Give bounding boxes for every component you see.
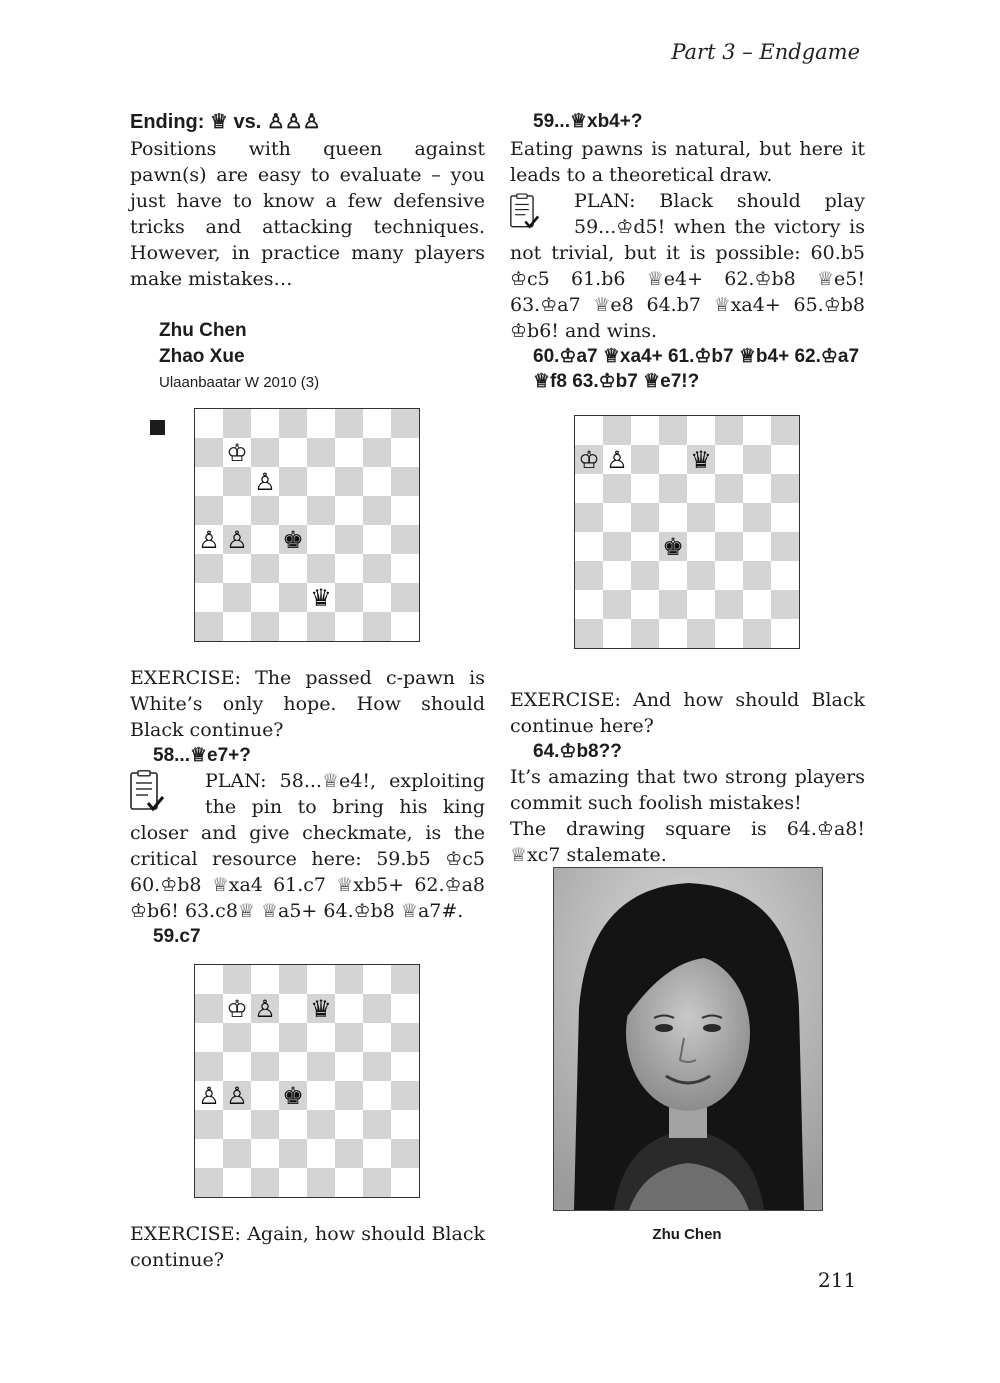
square-c8 <box>631 416 659 445</box>
square-a7 <box>195 994 223 1023</box>
square-a7 <box>575 445 603 474</box>
square-c4 <box>631 532 659 561</box>
right-column <box>510 108 865 868</box>
white-king-icon: ♔ <box>578 445 600 474</box>
square-g3 <box>363 554 391 583</box>
square-a8 <box>195 409 223 438</box>
square-c7 <box>251 438 279 467</box>
square-e7 <box>687 445 715 474</box>
white-pawn-icon: ♙ <box>226 525 248 554</box>
chess-board-1 <box>194 408 420 642</box>
square-h4 <box>771 532 799 561</box>
square-f5 <box>335 1052 363 1081</box>
square-b5 <box>223 1052 251 1081</box>
square-b8 <box>223 965 251 994</box>
amazing-text: It’s amazing that two strong players commit such foolish mistakes! <box>510 766 865 814</box>
square-c6 <box>631 474 659 503</box>
square-d6 <box>279 467 307 496</box>
square-h5 <box>391 1052 419 1081</box>
square-c1 <box>631 619 659 648</box>
square-b1 <box>223 612 251 641</box>
exercise-3: EXERCISE: And how should Black continue here? <box>510 689 865 737</box>
square-d7 <box>279 438 307 467</box>
square-f8 <box>335 409 363 438</box>
portrait-image <box>554 868 822 1210</box>
black-queen-icon: ♛ <box>310 583 332 612</box>
square-d4 <box>659 532 687 561</box>
square-e4 <box>307 525 335 554</box>
square-f4 <box>335 525 363 554</box>
square-a6 <box>195 467 223 496</box>
eating-pawns-text: Eating pawns is natural, but here it leads to a theoretical draw. <box>510 138 865 186</box>
diagram-1 <box>130 408 485 665</box>
square-g8 <box>363 965 391 994</box>
square-b7 <box>603 445 631 474</box>
photo-caption: Zhu Chen <box>652 1226 722 1243</box>
black-to-move-marker <box>150 420 165 435</box>
square-g7 <box>743 445 771 474</box>
square-b6 <box>603 474 631 503</box>
square-f7 <box>335 438 363 467</box>
square-d1 <box>279 612 307 641</box>
square-e3 <box>687 561 715 590</box>
square-h6 <box>391 1023 419 1052</box>
square-d7 <box>659 445 687 474</box>
square-e8 <box>687 416 715 445</box>
square-g2 <box>363 1139 391 1168</box>
square-d2 <box>659 590 687 619</box>
square-a8 <box>195 965 223 994</box>
square-b4 <box>603 532 631 561</box>
square-h5 <box>391 496 419 525</box>
square-b2 <box>223 583 251 612</box>
square-c3 <box>631 561 659 590</box>
square-e5 <box>307 496 335 525</box>
square-h1 <box>771 619 799 648</box>
square-c7 <box>251 994 279 1023</box>
square-b3 <box>223 554 251 583</box>
square-c3 <box>251 554 279 583</box>
square-h7 <box>391 994 419 1023</box>
square-d5 <box>659 503 687 532</box>
square-a2 <box>575 590 603 619</box>
plan-clipboard-icon <box>130 770 205 816</box>
square-d2 <box>279 583 307 612</box>
section-heading: Ending: ♕ vs. ♙♙♙ <box>130 111 321 133</box>
square-c8 <box>251 965 279 994</box>
square-c2 <box>631 590 659 619</box>
square-e2 <box>307 583 335 612</box>
square-c8 <box>251 409 279 438</box>
square-h3 <box>771 561 799 590</box>
square-d6 <box>279 1023 307 1052</box>
square-c5 <box>251 496 279 525</box>
diagram-2 <box>130 964 485 1221</box>
square-d2 <box>279 1139 307 1168</box>
drawing-square-text: The drawing square is 64.♔a8! ♕xc7 stalemate. <box>510 818 865 866</box>
square-g5 <box>363 496 391 525</box>
move-58: 58...♕e7+? <box>153 745 251 766</box>
square-h7 <box>391 438 419 467</box>
square-h2 <box>391 583 419 612</box>
square-f3 <box>335 1110 363 1139</box>
exercise-1: EXERCISE: The passed c-pawn is White’s only hope. How should Black continue? <box>130 667 485 741</box>
player-white: Zhu Chen <box>159 320 247 341</box>
square-b2 <box>603 590 631 619</box>
square-c6 <box>251 467 279 496</box>
square-c1 <box>251 1168 279 1197</box>
square-h3 <box>391 554 419 583</box>
square-e5 <box>687 503 715 532</box>
plan-2-text: PLAN: Black should play 59...♔d5! when the victory is not trivial, but it is possible: 60.b5 ♔c5 61.b6 ♕e4+ 62.♔b8 ♕e5! 63.♔a7 ♕e8 64.b7 ♕xa4+ 65.♔b8 ♔b6! and wins. <box>510 190 865 342</box>
diagram-3 <box>510 415 865 687</box>
square-b1 <box>223 1168 251 1197</box>
square-f6 <box>335 467 363 496</box>
exercise-2: EXERCISE: Again, how should Black continue? <box>130 1223 485 1271</box>
square-b8 <box>603 416 631 445</box>
square-g1 <box>363 1168 391 1197</box>
move-59: 59.c7 <box>153 926 201 947</box>
move-59-black: 59...♕xb4+? <box>533 111 643 132</box>
square-g5 <box>743 503 771 532</box>
square-a3 <box>575 561 603 590</box>
square-f6 <box>715 474 743 503</box>
square-h4 <box>391 525 419 554</box>
square-d3 <box>659 561 687 590</box>
square-f1 <box>335 1168 363 1197</box>
moves-60-63: 60.♔a7 ♕xa4+ 61.♔b7 ♕b4+ 62.♔a7 ♕f8 63.♔b7 ♕e7!? <box>533 346 860 392</box>
square-e2 <box>307 1139 335 1168</box>
square-g8 <box>743 416 771 445</box>
square-g8 <box>363 409 391 438</box>
square-a6 <box>195 1023 223 1052</box>
white-pawn-icon: ♙ <box>198 1081 220 1110</box>
square-g3 <box>743 561 771 590</box>
square-e8 <box>307 965 335 994</box>
square-h8 <box>391 965 419 994</box>
square-g2 <box>743 590 771 619</box>
square-e3 <box>307 1110 335 1139</box>
white-pawn-icon: ♙ <box>606 445 628 474</box>
square-g7 <box>363 994 391 1023</box>
square-c4 <box>251 525 279 554</box>
square-e1 <box>307 1168 335 1197</box>
square-b3 <box>603 561 631 590</box>
square-d5 <box>279 496 307 525</box>
white-pawn-icon: ♙ <box>254 467 276 496</box>
white-king-icon: ♔ <box>226 438 248 467</box>
square-d5 <box>279 1052 307 1081</box>
square-c3 <box>251 1110 279 1139</box>
square-g4 <box>363 1081 391 1110</box>
square-h6 <box>391 467 419 496</box>
square-a1 <box>195 612 223 641</box>
black-king-icon: ♚ <box>282 525 304 554</box>
square-a8 <box>575 416 603 445</box>
square-c5 <box>631 503 659 532</box>
square-c5 <box>251 1052 279 1081</box>
black-king-icon: ♚ <box>662 532 684 561</box>
square-b4 <box>223 525 251 554</box>
square-f5 <box>715 503 743 532</box>
square-f3 <box>335 554 363 583</box>
square-a3 <box>195 554 223 583</box>
square-a3 <box>195 1110 223 1139</box>
white-pawn-icon: ♙ <box>226 1081 248 1110</box>
square-h2 <box>771 590 799 619</box>
square-b5 <box>223 496 251 525</box>
square-f6 <box>335 1023 363 1052</box>
square-b7 <box>223 438 251 467</box>
square-g2 <box>363 583 391 612</box>
square-d3 <box>279 554 307 583</box>
chess-board-3 <box>574 415 800 649</box>
plan-block-1 <box>130 768 485 924</box>
square-e1 <box>687 619 715 648</box>
square-g7 <box>363 438 391 467</box>
square-a7 <box>195 438 223 467</box>
square-g3 <box>363 1110 391 1139</box>
square-b7 <box>223 994 251 1023</box>
square-c7 <box>631 445 659 474</box>
square-g6 <box>363 467 391 496</box>
square-f2 <box>335 1139 363 1168</box>
square-f2 <box>335 583 363 612</box>
plan-1-text: PLAN: 58...♕e4!, exploiting the pin to bring his king closer and give checkmate, is the critical resource here: 59.b5 ♔c5 60.♔b8 ♕xa4 61.c7 ♕xb5+ 62.♔a8 ♔b6! 63.c8♕ ♕a5+ 64.♔b8 ♕a7#. <box>130 770 485 922</box>
square-f8 <box>335 965 363 994</box>
square-a4 <box>195 525 223 554</box>
square-f7 <box>715 445 743 474</box>
portrait-photo <box>553 867 823 1211</box>
move-64: 64.♔b8?? <box>533 741 622 762</box>
square-a5 <box>195 1052 223 1081</box>
square-c4 <box>251 1081 279 1110</box>
square-a1 <box>575 619 603 648</box>
square-f1 <box>335 612 363 641</box>
plan-clipboard-icon <box>510 190 574 236</box>
square-e6 <box>307 467 335 496</box>
square-e1 <box>307 612 335 641</box>
square-d8 <box>279 409 307 438</box>
square-d1 <box>279 1168 307 1197</box>
square-a1 <box>195 1168 223 1197</box>
square-a6 <box>575 474 603 503</box>
square-h8 <box>391 409 419 438</box>
square-e6 <box>307 1023 335 1052</box>
black-queen-icon: ♛ <box>690 445 712 474</box>
black-king-icon: ♚ <box>282 1081 304 1110</box>
square-c2 <box>251 583 279 612</box>
square-d4 <box>279 1081 307 1110</box>
square-f7 <box>335 994 363 1023</box>
square-f2 <box>715 590 743 619</box>
square-h7 <box>771 445 799 474</box>
event-info: Ulaanbaatar W 2010 (3) <box>159 374 320 391</box>
square-b1 <box>603 619 631 648</box>
square-e6 <box>687 474 715 503</box>
square-d7 <box>279 994 307 1023</box>
plan-block-2 <box>510 188 865 344</box>
chess-board-2 <box>194 964 420 1198</box>
square-b6 <box>223 1023 251 1052</box>
page-number: 211 <box>818 1268 857 1292</box>
square-e5 <box>307 1052 335 1081</box>
square-a2 <box>195 1139 223 1168</box>
square-f4 <box>715 532 743 561</box>
square-g6 <box>363 1023 391 1052</box>
square-g4 <box>363 525 391 554</box>
black-queen-icon: ♛ <box>310 994 332 1023</box>
square-c1 <box>251 612 279 641</box>
square-f4 <box>335 1081 363 1110</box>
square-b3 <box>223 1110 251 1139</box>
square-e7 <box>307 994 335 1023</box>
square-h5 <box>771 503 799 532</box>
square-e3 <box>307 554 335 583</box>
square-a4 <box>195 1081 223 1110</box>
square-f3 <box>715 561 743 590</box>
square-f5 <box>335 496 363 525</box>
square-b4 <box>223 1081 251 1110</box>
square-b2 <box>223 1139 251 1168</box>
square-a5 <box>575 503 603 532</box>
white-pawn-icon: ♙ <box>254 994 276 1023</box>
square-g1 <box>363 612 391 641</box>
square-b6 <box>223 467 251 496</box>
square-e8 <box>307 409 335 438</box>
square-e2 <box>687 590 715 619</box>
white-pawn-icon: ♙ <box>198 525 220 554</box>
square-a5 <box>195 496 223 525</box>
square-g6 <box>743 474 771 503</box>
square-h6 <box>771 474 799 503</box>
square-b8 <box>223 409 251 438</box>
white-king-icon: ♔ <box>226 994 248 1023</box>
square-d8 <box>659 416 687 445</box>
square-g1 <box>743 619 771 648</box>
square-h2 <box>391 1139 419 1168</box>
square-e4 <box>687 532 715 561</box>
square-g5 <box>363 1052 391 1081</box>
player-black: Zhao Xue <box>159 346 245 367</box>
intro-paragraph: Positions with queen against pawn(s) are easy to evaluate – you just have to know a few defensive tricks and attacking techniques. However, in practice many players make mistakes… <box>130 138 485 290</box>
square-d6 <box>659 474 687 503</box>
square-g4 <box>743 532 771 561</box>
square-c2 <box>251 1139 279 1168</box>
left-column <box>130 108 485 1273</box>
square-b5 <box>603 503 631 532</box>
square-a4 <box>575 532 603 561</box>
square-h1 <box>391 1168 419 1197</box>
square-h1 <box>391 612 419 641</box>
square-e4 <box>307 1081 335 1110</box>
square-d1 <box>659 619 687 648</box>
square-h4 <box>391 1081 419 1110</box>
square-f1 <box>715 619 743 648</box>
square-f8 <box>715 416 743 445</box>
square-h3 <box>391 1110 419 1139</box>
square-e7 <box>307 438 335 467</box>
square-c6 <box>251 1023 279 1052</box>
square-d8 <box>279 965 307 994</box>
square-d4 <box>279 525 307 554</box>
square-d3 <box>279 1110 307 1139</box>
square-h8 <box>771 416 799 445</box>
square-a2 <box>195 583 223 612</box>
running-head: Part 3 – Endgame <box>671 40 860 64</box>
